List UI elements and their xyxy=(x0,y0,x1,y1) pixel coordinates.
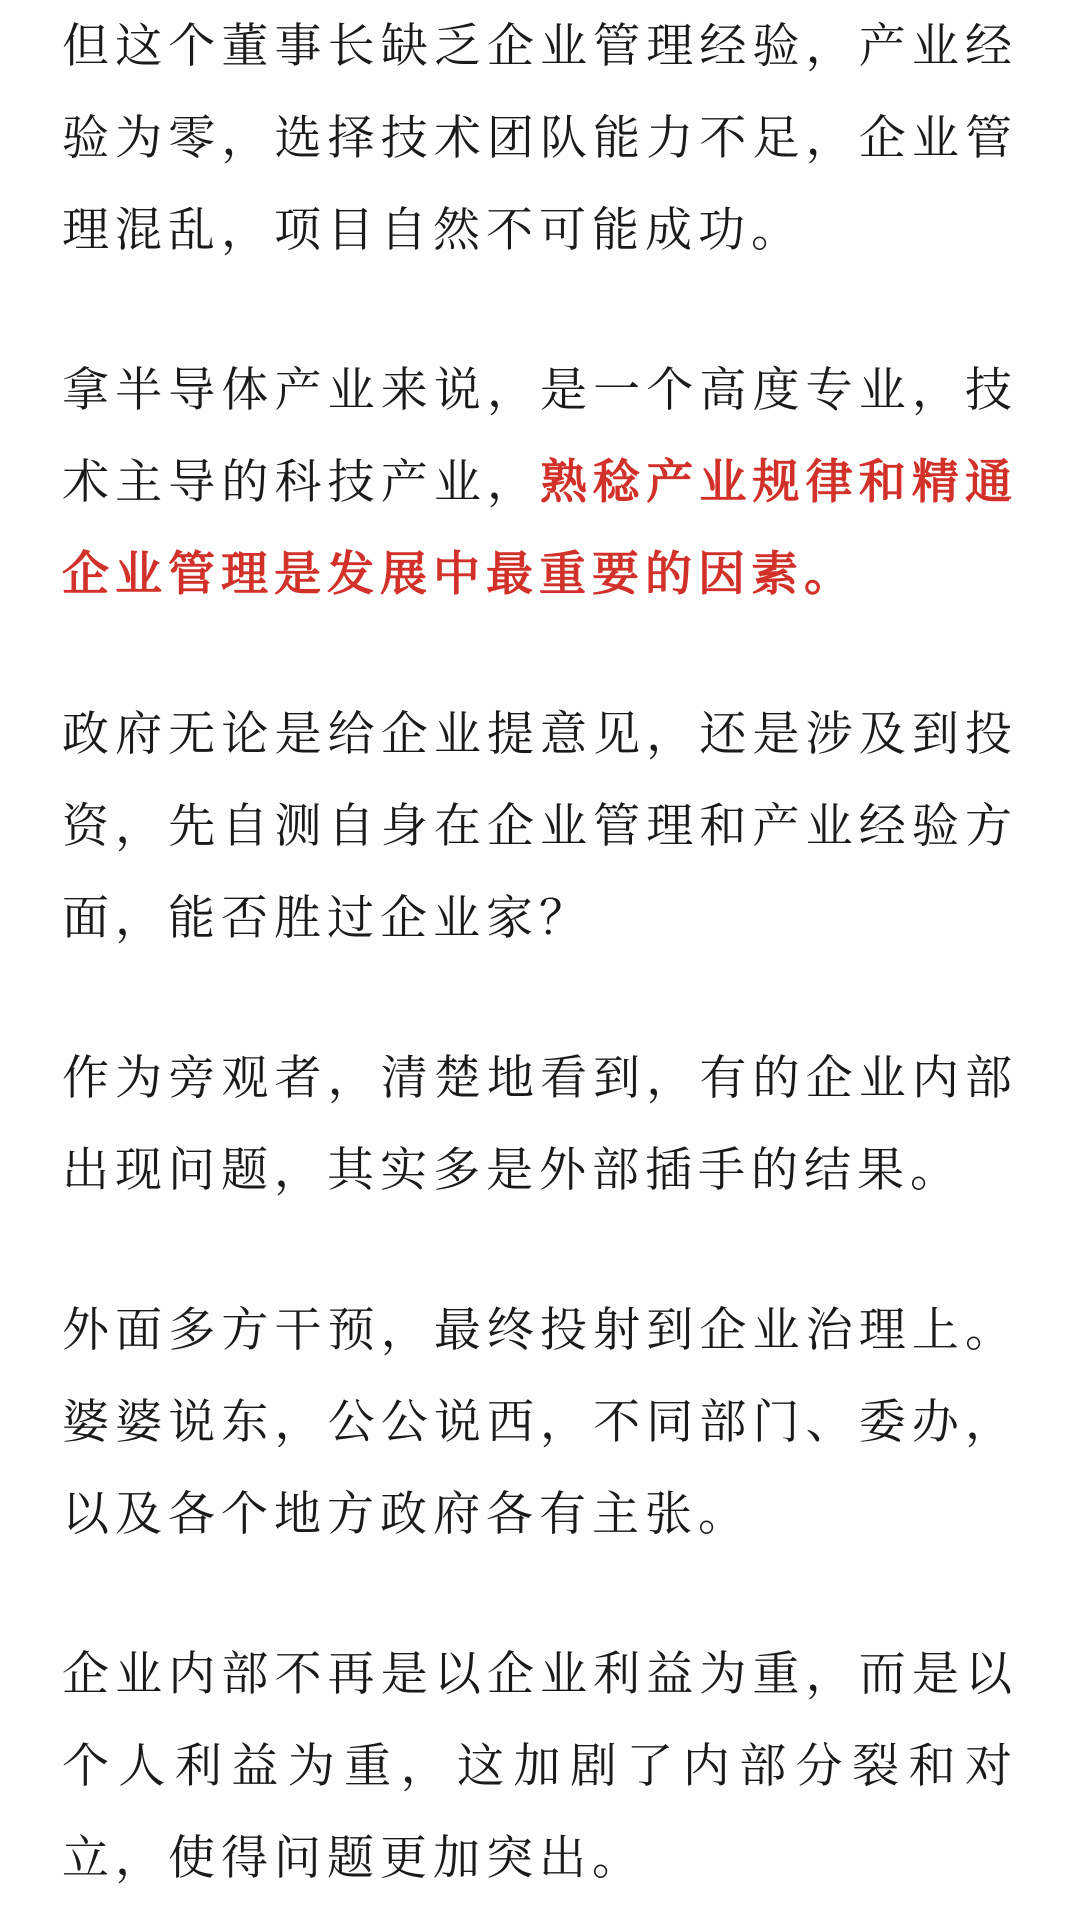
body-text: 但这个董事长缺乏企业管理经验，产业经验为零，选择技术团队能力不足，企业管理混乱，项目自然不可能成功。 xyxy=(62,19,1018,256)
body-text: 外面多方干预，最终投射到企业治理上。婆婆说东，公公说西，不同部门、委办，以及各个地方政府各有主张。 xyxy=(62,1303,1018,1540)
body-text: 拿半导体产业来说，是一个高度专业，技术主导的科技产业， xyxy=(62,363,1018,508)
paragraph xyxy=(62,344,1018,620)
body-text: 企业内部不再是以企业利益为重，而是以个人利益为重，这加剧了内部分裂和对立，使得问题更加突出。 xyxy=(62,1647,1018,1884)
paragraph xyxy=(62,688,1018,964)
paragraph xyxy=(62,1032,1018,1216)
paragraph xyxy=(62,0,1018,276)
paragraph xyxy=(62,1284,1018,1560)
paragraph xyxy=(62,1628,1018,1904)
body-text: 政府无论是给企业提意见，还是涉及到投资，先自测自身在企业管理和产业经验方面，能否胜过企业家？ xyxy=(62,707,1018,944)
body-text: 作为旁观者，清楚地看到，有的企业内部出现问题，其实多是外部插手的结果。 xyxy=(62,1051,1018,1196)
highlighted-text: 熟稔产业规律和精通企业管理是发展中最重要的因素。 xyxy=(62,455,1019,600)
